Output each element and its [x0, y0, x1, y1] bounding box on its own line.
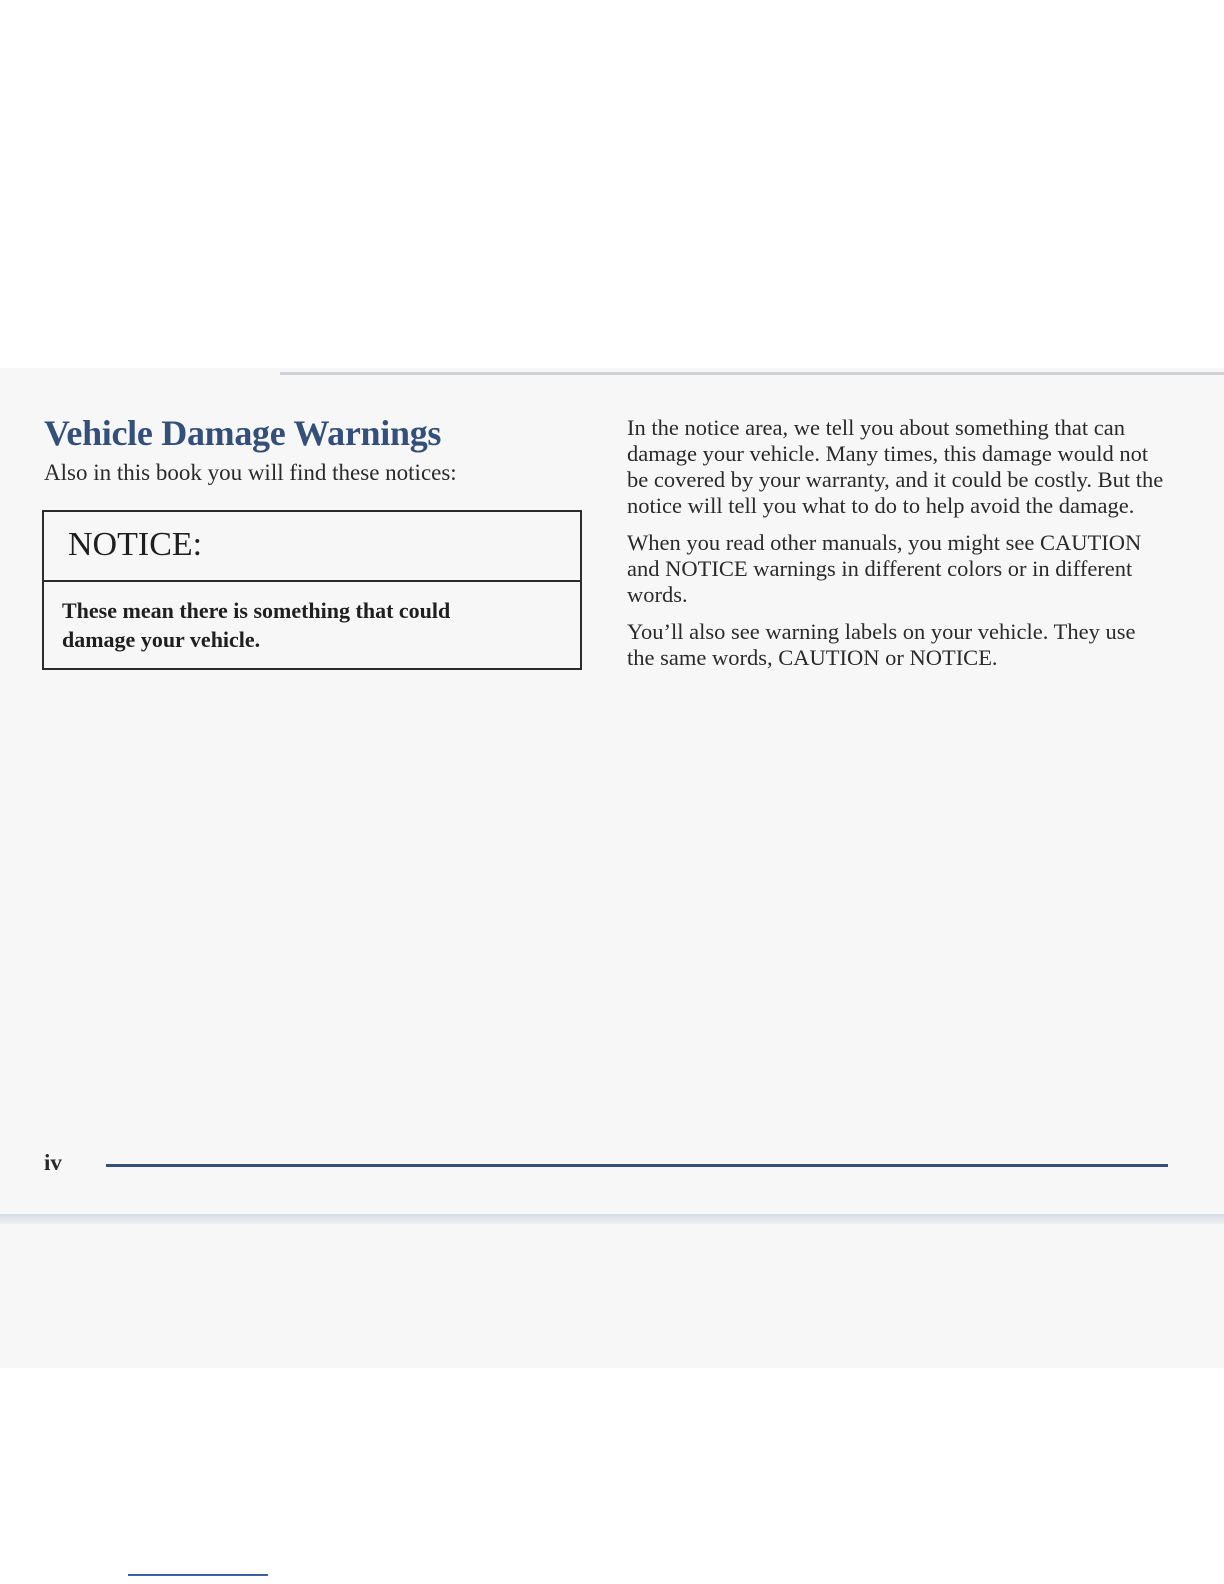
notice-box — [42, 510, 582, 670]
top-edge-line — [280, 372, 1224, 375]
paragraph-warning-labels: You’ll also see warning labels on your vehicle. They use the same words, CAUTION or NOTICE. — [627, 619, 1136, 670]
intro-text: Also in this book you will find these notices: — [44, 460, 457, 485]
notice-body: These mean there is something that could damage your vehicle. — [62, 598, 451, 652]
paragraph-notice-area: In the notice area, we tell you about something that can damage your vehicle. Many times, this damage would not be covered by your warranty, and it could be costly. But the notice will tell you what to do to help avoid the damage. — [627, 415, 1164, 518]
notice-title: NOTICE: — [44, 512, 580, 582]
section-heading: Vehicle Damage Warnings — [44, 413, 442, 453]
right-column — [627, 415, 1167, 682]
page-bottom-edge — [0, 1214, 1224, 1224]
paragraph-other-manuals: When you read other manuals, you might see CAUTION and NOTICE warnings in different colors or in different words. — [627, 530, 1142, 607]
footer-rule — [106, 1164, 1168, 1167]
bottom-link-underline — [128, 1574, 268, 1576]
page-number: iv — [44, 1150, 62, 1175]
